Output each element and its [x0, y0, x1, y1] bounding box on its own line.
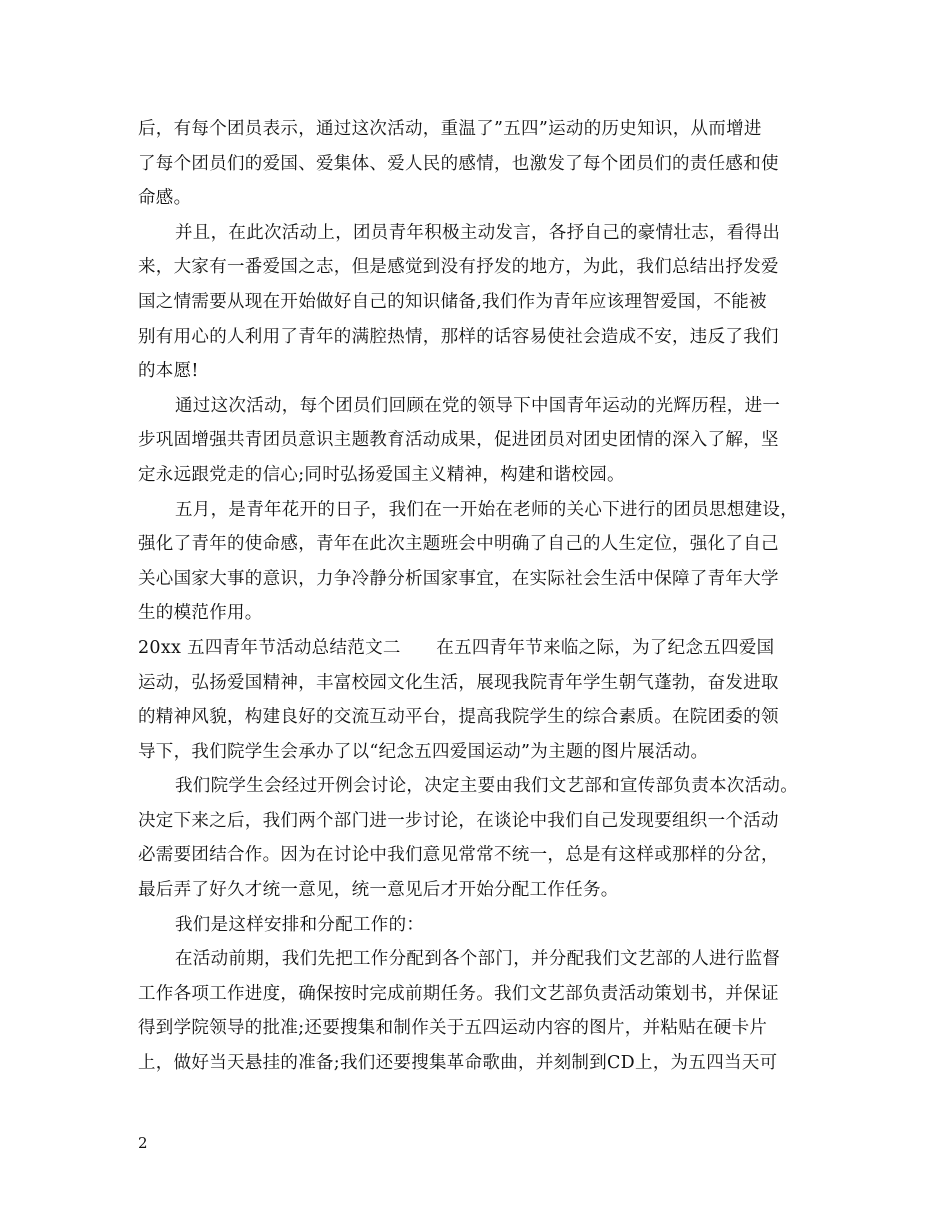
text-line: 工作各项工作进度，确保按时完成前期任务。我们文艺部负责活动策划书，并保证	[138, 983, 779, 1004]
text-line: 后，有每个团员表示，通过这次活动，重温了”五四”运动的历史知识，从而增进	[138, 119, 762, 139]
text-line: 并且，在此次活动上，团员青年积极主动发言，各抒自己的豪情壮志，看得出	[175, 222, 781, 243]
text-line: 我们院学生会经过开例会讨论，决定主要由我们文艺部和宣传部负责本次活动。	[175, 776, 798, 797]
text-line: 运动，弘扬爱国精神，丰富校园文化生活，展现我院青年学生朝气蓬勃，奋发进取	[138, 672, 779, 693]
page-number: 2	[138, 1134, 148, 1152]
document-body	[138, 112, 818, 1081]
text-line: 生的模范作用。	[138, 603, 263, 624]
text-line: 必需要团结合作。因为在讨论中我们意见常常不统一，总是有这样或那样的分岔，	[138, 845, 779, 866]
text-line: 了每个团员们的爱国、爱集体、爱人民的感情，也激发了每个团员们的责任感和使	[138, 153, 779, 174]
text-line: 我们是这样安排和分配工作的：	[175, 914, 425, 935]
text-line: 在活动前期，我们先把工作分配到各个部门，并分配我们文艺部的人进行监督	[175, 949, 781, 970]
text-line: 的本愿!	[138, 361, 199, 382]
text-line: 定永远跟党走的信心;同时弘扬爱国主义精神，构建和谐校园。	[138, 464, 625, 485]
text-line: 关心国家大事的意识，力争冷静分析国家事宜，在实际社会生活中保障了青年大学	[138, 568, 779, 589]
text-line: 步巩固增强共青团员意识主题教育活动成果，促进团员对团史团情的深入了解，坚	[138, 430, 779, 451]
text-line: 20xx 五四青年节活动总结范文二 在五四青年节来临之际，为了纪念五四爱国	[138, 637, 775, 658]
text-line: 最后弄了好久才统一意见，统一意见后才开始分配工作任务。	[138, 880, 619, 901]
text-line: 命感。	[138, 188, 192, 209]
text-line: 决定下来之后，我们两个部门进一步讨论，在谈论中我们自己发现要组织一个活动	[138, 810, 779, 831]
text-line: 强化了青年的使命感，青年在此次主题班会中明确了自己的人生定位，强化了自己	[138, 534, 779, 555]
text-line: 国之情需要从现在开始做好自己的知识储备,我们作为青年应该理智爱国，不能被	[138, 291, 767, 312]
text-line: 的精神风貌，构建良好的交流互动平台，提高我院学生的综合素质。在院团委的领	[138, 707, 779, 728]
text-line: 别有用心的人利用了青年的满腔热情，那样的话容易使社会造成不安，违反了我们	[138, 326, 779, 347]
text-line: 得到学院领导的批准;还要搜集和制作关于五四运动内容的图片，并粘贴在硬卡片	[138, 1018, 768, 1039]
text-line: 通过这次活动，每个团员们回顾在党的领导下中国青年运动的光辉历程，进一	[175, 395, 781, 416]
text-line: 上，做好当天悬挂的准备;我们还要搜集革命歌曲，并刻制到CD上，为五四当天可	[138, 1053, 778, 1074]
text-line: 五月，是青年花开的日子，我们在一开始在老师的关心下进行的团员思想建设，	[175, 499, 798, 520]
text-line: 导下，我们院学生会承办了以“纪念五四爱国运动”为主题的图片展活动。	[138, 741, 709, 762]
text-line: 来，大家有一番爱国之志，但是感觉到没有抒发的地方，为此，我们总结出抒发爱	[138, 257, 779, 278]
